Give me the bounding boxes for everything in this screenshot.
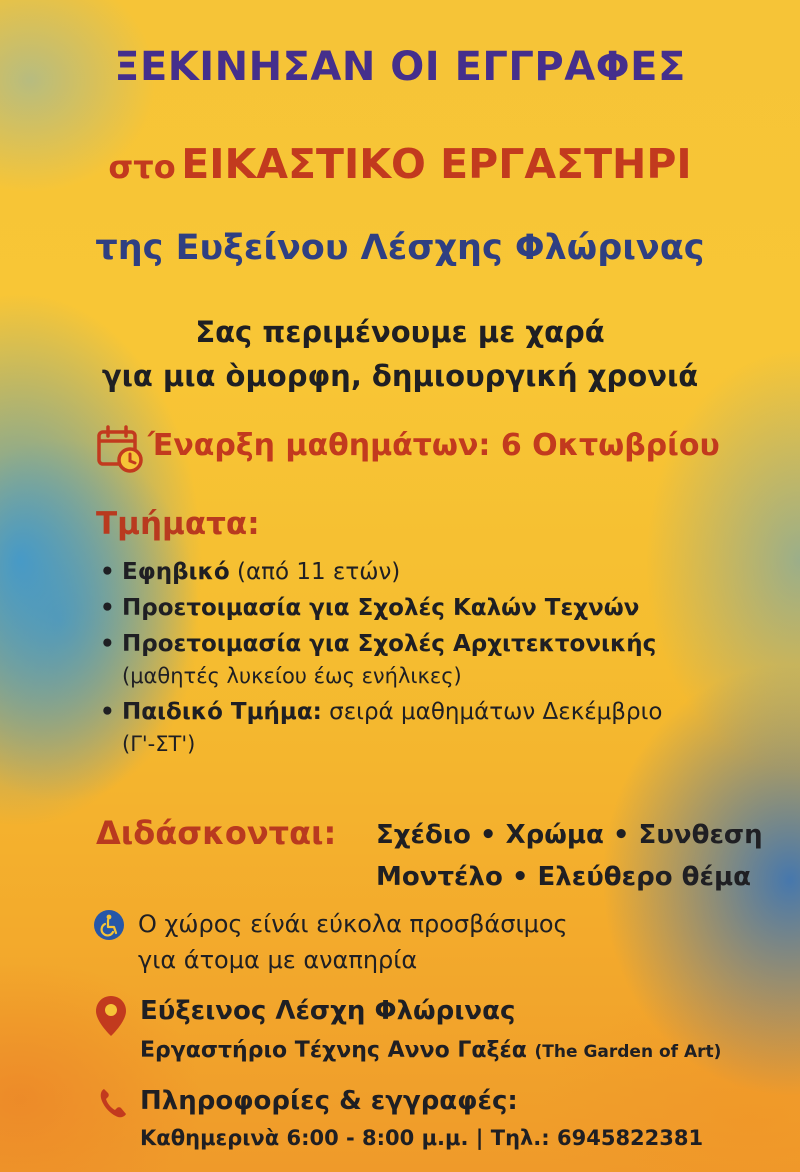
title-line-2 — [0, 140, 800, 188]
subjects-line-1: Σχέδιο • Χρώμα • Συνθεση — [376, 820, 763, 850]
section-title: Παιδικό Τμήμα: — [122, 699, 322, 725]
section-title: Προετοιμασία για Σχολές Καλών Τεχνών — [122, 595, 640, 621]
welcome-line-1: Σας περιμένουμε με χαρά — [195, 315, 605, 349]
section-detail: (από 11 ετών) — [229, 559, 401, 585]
subjects-list — [376, 814, 763, 898]
wheelchair-icon — [94, 910, 124, 940]
accessibility-line-1: Ο χώρος είνάι εύκολα προσβάσιμος — [138, 910, 568, 938]
list-item — [100, 556, 662, 588]
location-place — [140, 1038, 721, 1063]
sections-list — [100, 556, 662, 764]
list-item — [100, 628, 662, 692]
section-detail: σειρά μαθημάτων Δεκέμβριο — [321, 699, 663, 725]
start-date: Έναρξη μαθημάτων: 6 Οκτωβρίου — [148, 428, 720, 463]
section-title: Εφηβικό — [122, 559, 230, 585]
section-title: Προετοιμασία για Σχολές Αρχιτεκτονικής — [122, 631, 657, 657]
location-place-english: (The Garden of Art) — [534, 1042, 722, 1062]
subjects-line-2: Μοντέλο • Ελεύθερο θέμα — [376, 862, 751, 892]
title-line-1: ΞΕΚΙΝΗΣΑΝ ΟΙ ΕΓΓΡΑΦΕΣ — [114, 44, 686, 90]
list-item — [100, 696, 662, 760]
accessibility-text — [138, 906, 568, 978]
calendar-clock-icon — [96, 424, 146, 474]
accessibility-line-2: για άτομα με αναπηρία — [138, 946, 418, 974]
location-place-greek: Εργαστήριο Τέχνης Αννο Γαξέα — [140, 1038, 527, 1063]
phone-icon — [98, 1086, 128, 1120]
title-line-3: της Ευξείνου Λέσχης Φλώρινας — [95, 228, 705, 268]
welcome-line-2: για μια òμορφη, δημιουργική χρονιά — [101, 359, 699, 393]
welcome-message — [0, 310, 800, 398]
contact-details: Καθημερινὰ 6:00 - 8:00 μ.μ. | Τηλ.: 6945822381 — [140, 1126, 704, 1150]
location-name: Εύξεινος Λέσχη Φλώρινας — [140, 996, 516, 1026]
contact-heading: Πληροφορίες & εγγραφές: — [140, 1086, 518, 1116]
section-note: (μαθητές λυκείου έως ενήλικες) — [122, 664, 462, 688]
sections-heading: Τμήματα: — [96, 506, 260, 542]
section-note: (Γ'-ΣΤ') — [122, 732, 196, 756]
list-item — [100, 592, 662, 624]
title-line-2-prefix: στο — [108, 148, 176, 186]
map-pin-icon — [94, 994, 128, 1038]
subjects-heading: Διδάσκονται: — [96, 814, 337, 852]
title-line-2-main: ΕΙΚΑΣΤΙΚΟ ΕΡΓΑΣΤΗΡΙ — [181, 140, 692, 188]
